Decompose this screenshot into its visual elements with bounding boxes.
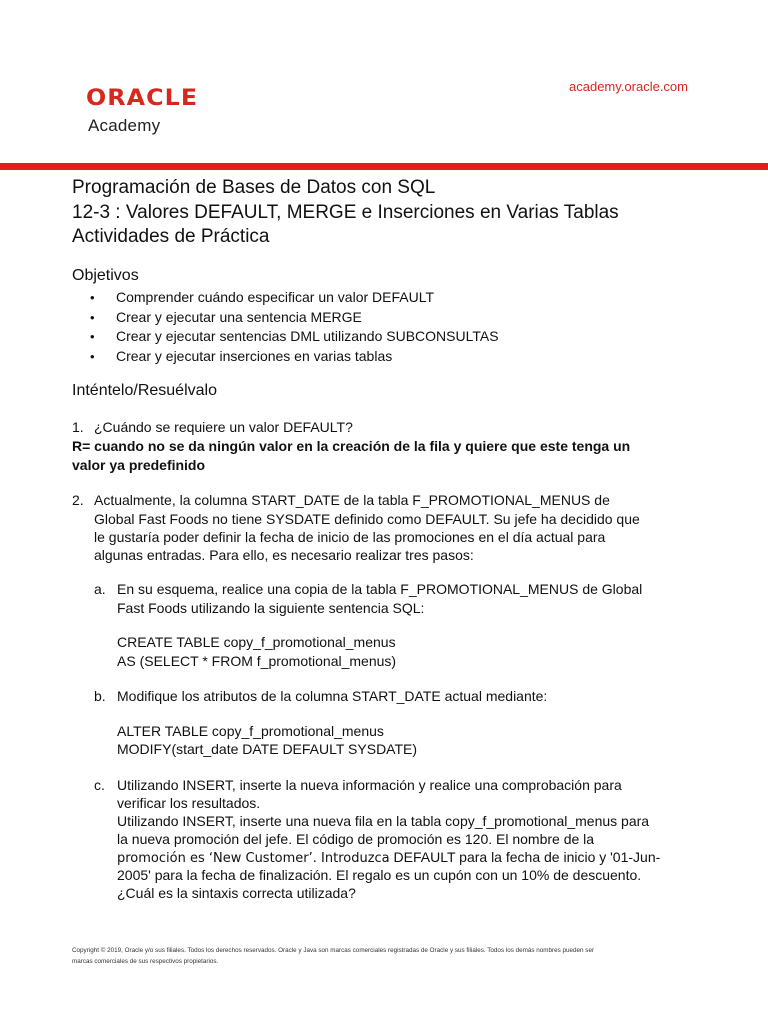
question-2-line: algunas entradas. Para ello, es necesario realizar tres pasos: [94, 547, 474, 563]
academy-site-link[interactable]: academy.oracle.com [569, 79, 688, 94]
objective-item: • Comprender cuándo especificar un valor DEFAULT [90, 288, 499, 308]
step-a-line: En su esquema, realice una copia de la tabla F_PROMOTIONAL_MENUS de Global [117, 581, 643, 597]
logo-subtitle: Academy [88, 116, 161, 135]
question-1-answer-line-2: valor ya predefinido [72, 457, 206, 473]
footer-line: Copyright © 2019, Oracle y/o sus filiales. Todos los derechos reservados. Oracle y Java son marcas comerciales registradas de Oracle y sus filiales. Todos los demás nombres pueden ser [72, 947, 595, 954]
step-a-sql-line: CREATE TABLE copy_f_promotional_menus [117, 634, 396, 650]
step-c-line: Utilizando INSERT, inserte una nueva fila en la tabla copy_f_promotional_menus para [117, 813, 650, 829]
question-2-number: 2. [72, 492, 84, 508]
step-c-line: Utilizando INSERT, inserte la nueva información y realice una comprobación para [117, 777, 622, 793]
step-a-label: a. [94, 581, 106, 597]
step-a-line: Fast Foods utilizando la siguiente sentencia SQL: [117, 600, 425, 616]
objective-item: • Crear y ejecutar sentencias DML utilizando SUBCONSULTAS [90, 327, 499, 347]
step-b-sql-line: MODIFY(start_date DATE DEFAULT SYSDATE) [117, 741, 418, 757]
question-2-line: Actualmente, la columna START_DATE de la tabla F_PROMOTIONAL_MENUS de [94, 492, 610, 508]
step-c-line: 2005' para la fecha de finalización. El regalo es un cupón con un 10% de descuento. [117, 867, 642, 883]
question-1-answer-line-1: R= cuando no se da ningún valor en la creación de la fila y quiere que este tenga un [72, 438, 631, 454]
course-title: Programación de Bases de Datos con SQL [72, 177, 436, 198]
lesson-title: 12-3 : Valores DEFAULT, MERGE e Inserciones en Varias Tablas [72, 202, 619, 223]
step-c-line: la nueva promoción del jefe. El código de promoción es 120. El nombre de la [117, 831, 595, 847]
step-a-sql-line: AS (SELECT * FROM f_promotional_menus) [117, 653, 397, 669]
practice-heading: Inténtelo/Resuélvalo [72, 382, 217, 399]
document-type-title: Actividades de Práctica [72, 226, 270, 247]
step-b-sql-line: ALTER TABLE copy_f_promotional_menus [117, 723, 384, 739]
objective-item: • Crear y ejecutar una sentencia MERGE [90, 308, 499, 328]
step-c-label: c. [94, 777, 105, 793]
oracle-academy-logo [86, 86, 226, 136]
step-b-line: Modifique los atributos de la columna START_DATE actual mediante: [117, 688, 548, 704]
question-1-text: ¿Cuándo se requiere un valor DEFAULT? [94, 419, 353, 435]
footer-line: marcas comerciales de sus respectivos propietarios. [72, 958, 219, 965]
objectives-heading: Objetivos [72, 267, 139, 284]
step-c-line-part: DEFAULT para la fecha de inicio y '01-Jun- [389, 849, 661, 865]
step-b-label: b. [94, 688, 106, 704]
copyright-footer [72, 945, 702, 967]
logo-wordmark: ORACLE [86, 86, 199, 111]
question-2-line: le gustaría poder definir la fecha de inicio de las promociones en el día actual para [94, 529, 606, 545]
question-2-line: Global Fast Foods no tiene SYSDATE definido como DEFAULT. Su jefe ha decidido que [94, 511, 640, 527]
header-divider [0, 163, 768, 170]
step-c-line: ¿Cuál es la sintaxis correcta utilizada? [117, 885, 356, 901]
step-c-line-part: promoción es ‘New Customer’. Introduzca [117, 851, 390, 866]
question-1-number: 1. [72, 419, 84, 435]
step-c-line [117, 848, 660, 868]
objectives-list [90, 288, 499, 366]
objective-item: • Crear y ejecutar inserciones en varias tablas [90, 347, 499, 367]
step-c-line: verificar los resultados. [117, 795, 261, 811]
